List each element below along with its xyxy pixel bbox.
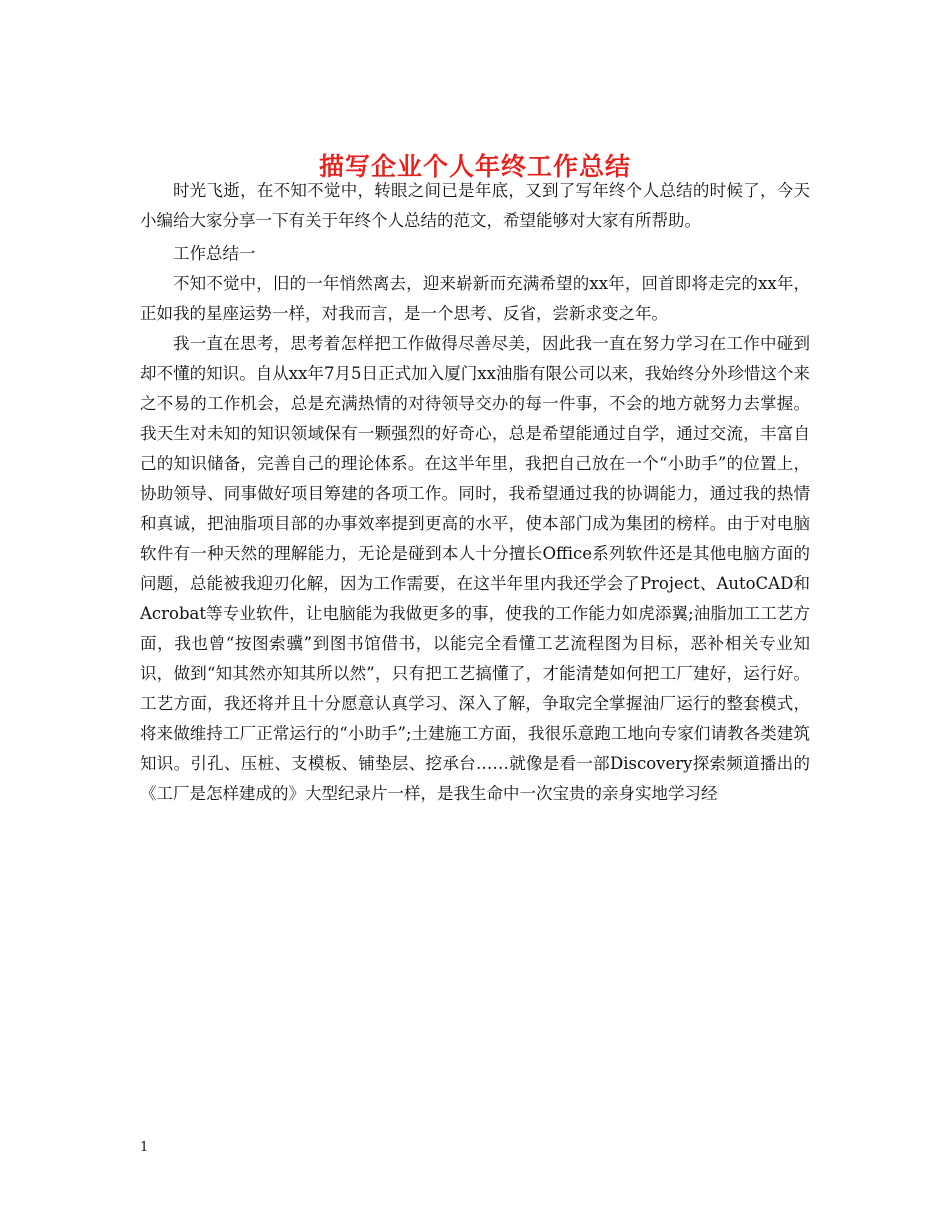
document-title: 描写企业个人年终工作总结: [318, 151, 631, 181]
paragraph-main: 我一直在思考，思考着怎样把工作做得尽善尽美，因此我一直在努力学习在工作中碰到却不懂的知识。自从xx年7月5日正式加入厦门xx油脂有限公司以来，我始终分外珍惜这个来之不易的工作机会，总是充满热情的对待领导交办的每一件事，不会的地方就努力去掌握。我天生对未知的知识领域保有一颗强烈的好奇心，总是希望能通过自学，通过交流，丰富自己的知识储备，完善自己的理论体系。在这半年里，我把自己放在一个“小助手”的位置上，协助领导、同事做好项目筹建的各项工作。同时，我希望通过我的协调能力，通过我的热情和真诚，把油脂项目部的办事效率提到更高的水平，使本部门成为集团的榜样。由于对电脑软件有一种天然的理解能力，无论是碰到本人十分擅长Office系列软件还是其他电脑方面的问题，总能被我迎刃化解，因为工作需要，在这半年里内我还学会了Project、AutoCAD和Acrobat等专业软件，让电脑能为我做更多的事，使我的工作能力如虎添翼;油脂加工工艺方面，我也曾“按图索骥”到图书馆借书，以能完全看懂工艺流程图为目标，恶补相关专业知识，做到“知其然亦知其所以然”，只有把工艺搞懂了，才能清楚如何把工厂建好，运行好。工艺方面，我还将并且十分愿意认真学习、深入了解，争取完全掌握油厂运行的整套模式，将来做维持工厂正常运行的“小助手”;土建施工方面，我很乐意跑工地向专家们请教各类建筑知识。引孔、压桩、支模板、铺垫层、挖承台……就像是看一部Discovery探索频道播出的《工厂是怎样建成的》大型纪录片一样，是我生命中一次宝贵的亲身实地学习经: [140, 334, 810, 803]
section-heading: 工作总结一: [173, 244, 256, 263]
paragraph-opening: 不知不觉中，旧的一年悄然离去，迎来崭新而充满希望的xx年，回首即将走完的xx年，正如我的星座运势一样，对我而言，是一个思考、反省，尝新求变之年。: [140, 274, 810, 323]
page-number: 1: [140, 1140, 149, 1155]
paragraph-intro: 时光飞逝，在不知不觉中，转眼之间已是年底，又到了写年终个人总结的时候了，今天小编给大家分享一下有关于年终个人总结的范文，希望能够对大家有所帮助。: [140, 181, 810, 230]
document-body: [140, 176, 810, 809]
